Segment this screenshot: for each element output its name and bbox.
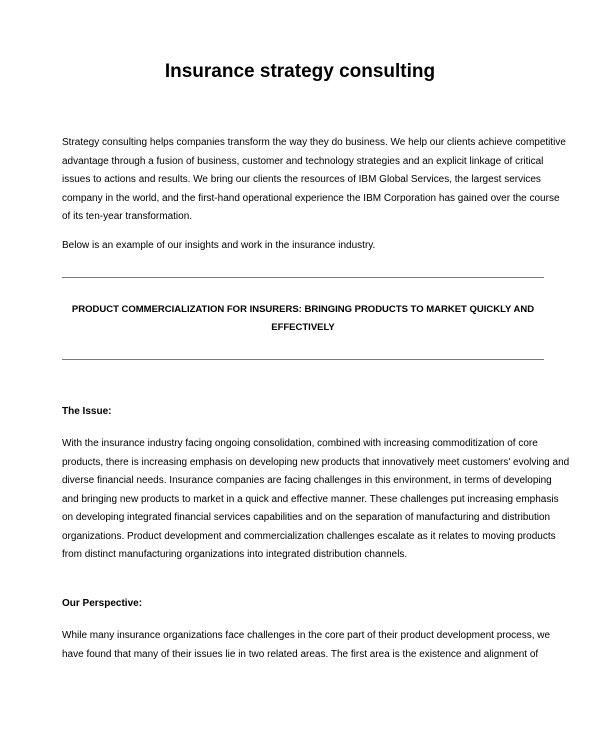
issue-line: organizations. Product development and commercialization challenges escalate as it relates to moving products — [62, 530, 556, 542]
issue-line: products, there is increasing emphasis on developing new products that innovatively meet customers' evolving and — [62, 456, 570, 468]
issue-label: The Issue: — [62, 406, 112, 417]
perspective-paragraph — [62, 627, 551, 664]
intro-paragraph — [62, 134, 566, 227]
example-line: Below is an example of our insights and work in the insurance industry. — [62, 240, 376, 251]
section-heading-line: EFFECTIVELY — [271, 322, 335, 333]
page-title: Insurance strategy consulting — [164, 61, 436, 82]
intro-line: issues to actions and results. We bring our clients the resources of IBM Global Services, the largest services — [62, 174, 541, 185]
perspective-line: While many insurance organizations face challenges in the core part of their product development process, we — [62, 630, 551, 641]
issue-line: With the insurance industry facing ongoing consolidation, combined with increasing commoditization of core — [62, 438, 538, 449]
section-heading-line: PRODUCT COMMERCIALIZATION FOR INSURERS: BRINGING PRODUCTS TO MARKET QUICKLY AND — [71, 304, 535, 315]
intro-line: of its ten-year transformation. — [62, 211, 193, 222]
example-paragraph — [62, 237, 548, 256]
divider-top — [62, 277, 544, 278]
issue-line: from distinct manufacturing organizations into integrated distribution channels. — [62, 549, 408, 560]
perspective-line: have found that many of their issues lie in two related areas. The first area is the existence and alignment of — [62, 648, 539, 660]
section-heading — [62, 301, 544, 337]
issue-paragraph — [62, 435, 570, 565]
issue-line: and bringing new products to market in a quick and effective manner. These challenges put increasing emphasis — [62, 493, 559, 505]
intro-line: Strategy consulting helps companies transform the way they do business. We help our clients achieve competitive — [62, 137, 566, 148]
divider-bottom — [62, 359, 544, 360]
issue-line: diverse financial needs. Insurance companies are facing challenges in this environment, in terms of developing — [62, 475, 552, 486]
issue-line: on developing integrated financial services capabilities and on the separation of manufacturing and distribution — [62, 512, 551, 523]
perspective-label: Our Perspective: — [62, 598, 143, 609]
intro-line: advantage through a fusion of business, customer and technology strategies and an explicit linkage of critical — [62, 155, 544, 167]
intro-line: company in the world, and the first-hand operational experience the IBM Corporation has gained over the course — [62, 192, 560, 204]
